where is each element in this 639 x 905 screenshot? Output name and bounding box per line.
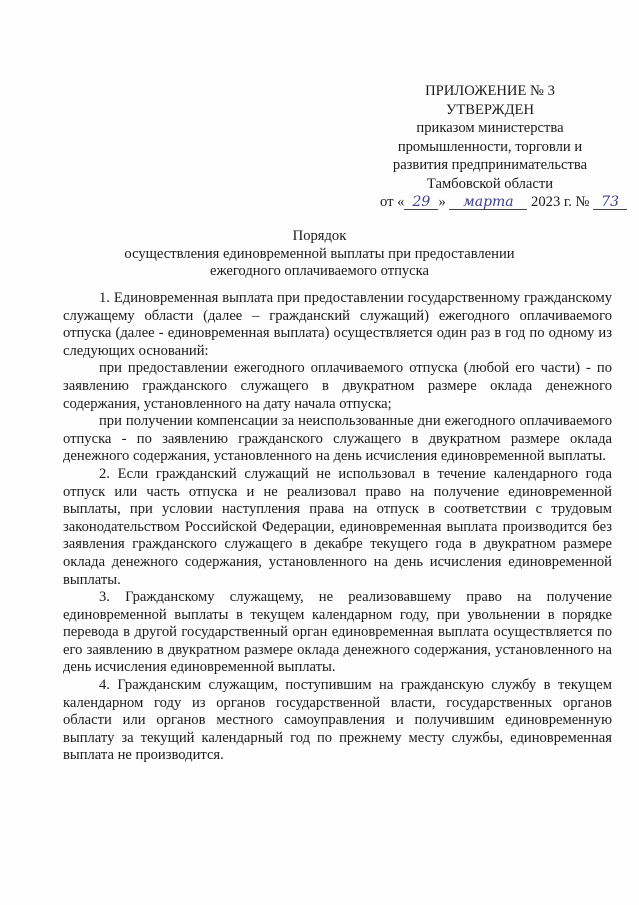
header-line-2: промышленности, торговли и bbox=[397, 138, 583, 155]
paragraph-3: 3. Гражданскому служащему, не реализовавшему право на получение единовременной выплаты в текущем календарном году, при увольнении в порядке перевода в другой государственный орган единовременная выплата осуществляется по его заявлению в двукратном размере оклада денежного содержания, установленного на день исчисления единовременной выплаты. bbox=[63, 589, 612, 676]
year-number-label: 2023 г. № bbox=[531, 194, 590, 210]
approved-label: УТВЕРЖДЕН bbox=[446, 101, 534, 118]
header-line-1: приказом министерства bbox=[416, 120, 564, 136]
approval-header bbox=[360, 82, 620, 212]
paragraph-1-item-2: при получении компенсации за неиспользованные дни ежегодного оплачиваемого отпуска - по заявлению гражданского служащего в двукратном размере оклада денежного содержания, установленного на день исчисления единовременной выплаты. bbox=[63, 413, 612, 465]
title-line-3: ежегодного оплачиваемого отпуска bbox=[209, 263, 430, 279]
from-label: от « bbox=[380, 194, 405, 210]
appendix-label: ПРИЛОЖЕНИЕ № 3 bbox=[425, 83, 555, 99]
document-body bbox=[63, 290, 612, 765]
handwritten-day: 29 bbox=[404, 195, 438, 210]
document-title bbox=[0, 228, 639, 281]
title-line-2: осуществления единовременной выплаты при предоставлении bbox=[124, 245, 515, 262]
header-line-4: Тамбовской области bbox=[426, 175, 554, 192]
order-date-line bbox=[360, 193, 620, 212]
header-line-3: развития предпринимательства bbox=[392, 157, 588, 173]
paragraph-1-item-1: при предоставлении ежегодного оплачиваемого отпуска (любой его части) - по заявлению гражданского служащего в двукратном размере оклада денежного содержания, установленного на дату начала отпуска; bbox=[63, 360, 612, 412]
title-line-1: Порядок bbox=[292, 228, 347, 244]
handwritten-order-number: 73 bbox=[593, 195, 627, 210]
paragraph-2: 2. Если гражданский служащий не использовал в течение календарного года отпуск или часть отпуска и не реализовал право на получение единовременной выплаты, при условии наступления права на отпуск в соответствии с трудовым законодательством Российской Федерации, единовременная выплата производится без заявления гражданского служащего в декабре текущего года в двукратном размере оклада денежного содержания, установленного на день исчисления единовременной выплаты. bbox=[63, 465, 612, 588]
paragraph-1: 1. Единовременная выплата при предоставлении государственному гражданскому служащему области (далее – гражданский служащий) ежегодного оплачиваемого отпуска (далее - единовременная выплата) осуществляется один раз в год по одному из следующих оснований: bbox=[63, 290, 612, 359]
handwritten-month: марта bbox=[449, 195, 527, 210]
paragraph-4: 4. Гражданским служащим, поступившим на гражданскую службу в текущем календарном году из органов государственной власти, государственных органов области или органов местного самоуправления и получившим единовременную выплату за текущий календарный год по прежнему месту службы, единовременная выплата не производится. bbox=[63, 677, 612, 764]
close-quote: » bbox=[438, 194, 446, 210]
